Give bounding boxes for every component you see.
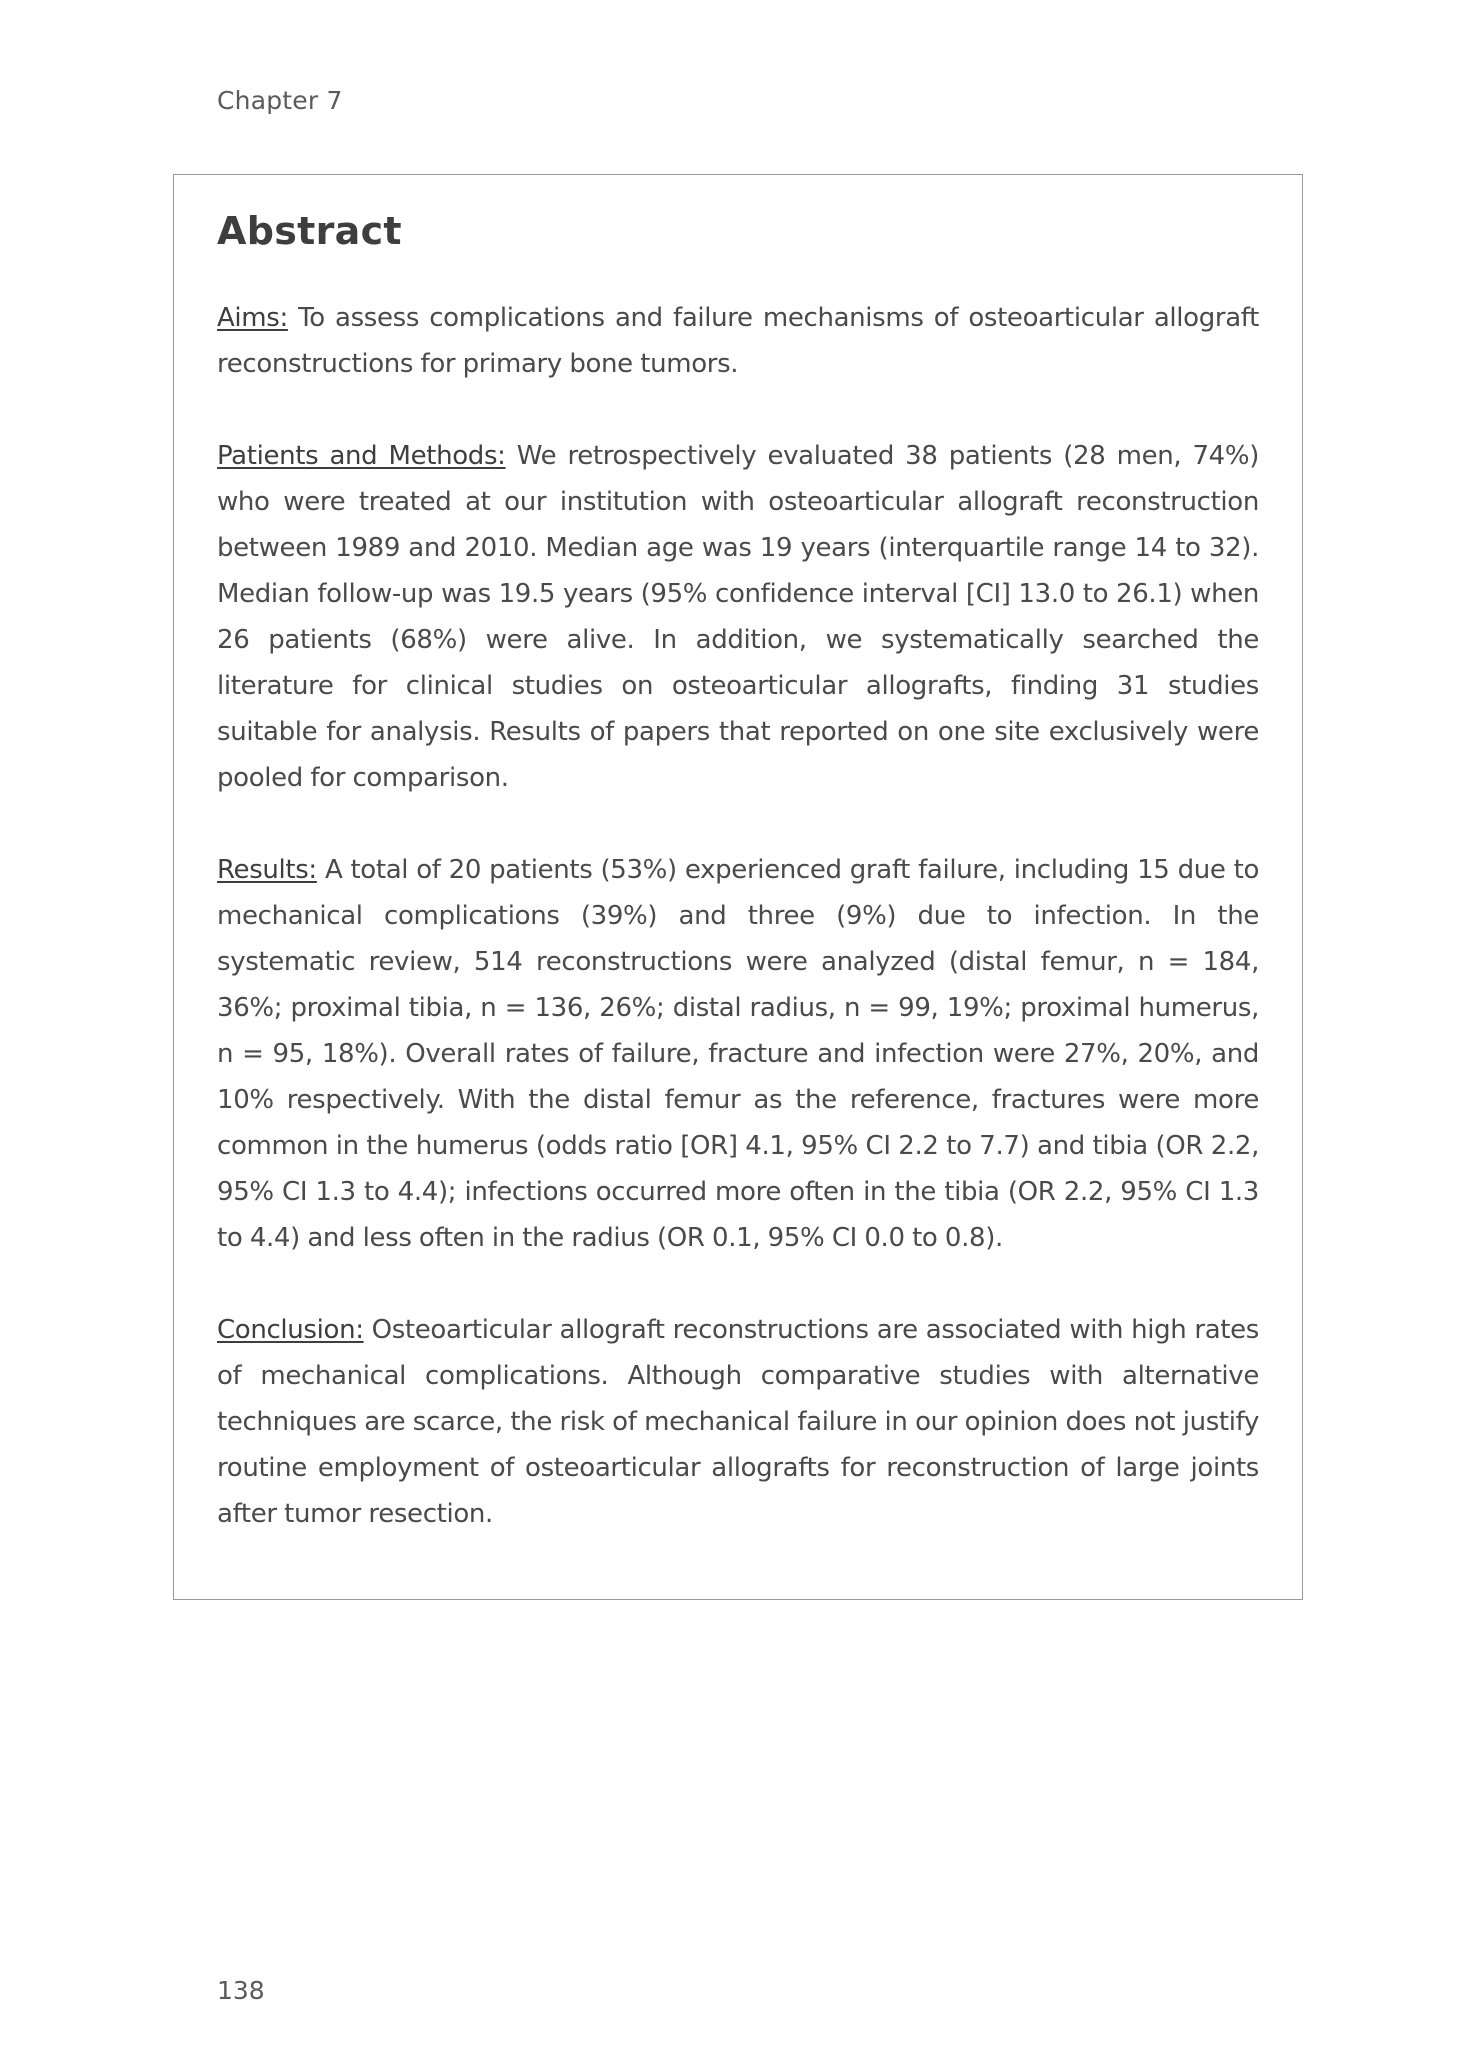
results-text: A total of 20 patients (53%) experienced graft failure, including 15 due to mechanical complications (39%) and three (9%) due to infection. In the systematic review, 514 reconstructions were analyzed (distal femur, n = 184, 36%; proximal tibia, n = 136, 26%; distal radius, n = 99, 19%; proximal humerus, n = 95, 18%). Overall rates of failure, fracture and infection were 27%, 20%, and 10% respectively. With the distal femur as the reference, fractures were more common in the humerus (odds ratio [OR] 4.1, 95% CI 2.2 to 7.7) and tibia (OR 2.2, 95% CI 1.3 to 4.4); infections occurred more often in the tibia (OR 2.2, 95% CI 1.3 to 4.4) and less often in the radius (OR 0.1, 95% CI 0.0 to 0.8). — [217, 855, 1260, 1253]
results-section — [217, 847, 1259, 1261]
abstract-box — [173, 174, 1303, 1600]
conclusion-text: Osteoarticular allograft reconstructions are associated with high rates of mechanical complications. Although comparative studies with alternative techniques are scarce, the risk of mechanical failure in our opinion does not justify routine employment of osteoarticular allografts for reconstruction of large joints after tumor resection. — [217, 1315, 1259, 1529]
abstract-content — [217, 209, 1259, 1583]
patients-methods-text: We retrospectively evaluated 38 patients (28 men, 74%) who were treated at our institution with osteoarticular allograft reconstruction between 1989 and 2010. Median age was 19 years (interquartile range 14 to 32). Median follow-up was 19.5 years (95% confidence interval [CI] 13.0 to 26.1) when 26 patients (68%) were alive. In addition, we systematically searched the literature for clinical studies on osteoarticular allografts, finding 31 studies suitable for analysis. Results of papers that reported on one site exclusively were pooled for comparison. — [217, 441, 1259, 793]
running-header: Chapter 7 — [217, 86, 343, 115]
aims-text: To assess complications and failure mechanisms of osteoarticular allograft reconstructions for primary bone tumors. — [217, 303, 1259, 379]
page-number: 138 — [217, 1976, 265, 2005]
conclusion-label: Conclusion: — [217, 1315, 364, 1345]
aims-label: Aims: — [217, 303, 288, 333]
conclusion-section — [217, 1307, 1259, 1537]
patients-methods-label: Patients and Methods: — [217, 441, 506, 471]
abstract-title: Abstract — [217, 209, 402, 253]
patients-methods-section — [217, 433, 1259, 801]
aims-section — [217, 295, 1259, 387]
results-label: Results: — [217, 855, 317, 885]
